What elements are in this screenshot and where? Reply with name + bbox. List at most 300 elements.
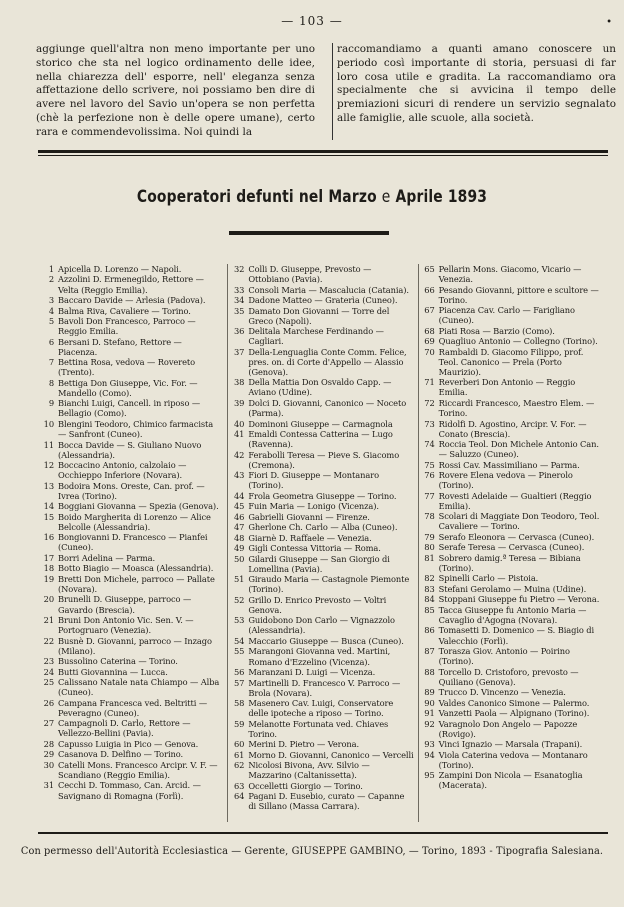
obituary-entry — [230, 450, 413, 470]
entry-text: Azzolini D. Ermenegildo, Rettore — Velta (Reggio Emilia). — [58, 274, 204, 295]
entry-text: Campagnoli D. Carlo, Rettore — Vellezzo-Bellini (Pavia). — [58, 718, 191, 739]
footer-divider — [38, 832, 608, 834]
entry-number: 5 — [48, 316, 54, 327]
entry-number: 71 — [424, 377, 435, 388]
obituary-entry — [230, 533, 413, 543]
obituary-entry — [40, 574, 223, 594]
entry-number: 63 — [233, 780, 245, 791]
entry-number: 67 — [424, 305, 435, 316]
obituary-entry — [421, 398, 604, 418]
obituary-entry — [421, 573, 604, 583]
obituary-entry — [40, 306, 223, 316]
entry-number: 44 — [233, 490, 245, 501]
entry-number: 74 — [424, 439, 435, 450]
obituary-entry — [40, 718, 223, 738]
obituary-entry — [230, 574, 413, 594]
obituary-entry — [230, 347, 413, 377]
entry-text: Tacca Giuseppe fu Antonio Maria — Cavaglio d'Agogna (Novara). — [438, 604, 587, 625]
obituary-entry — [230, 522, 413, 532]
entry-text: Busnè D. Giovanni, parroco — Inzago (Milano). — [58, 635, 212, 656]
obituary-entry — [40, 656, 223, 666]
entry-number: 49 — [233, 543, 245, 554]
entry-text: Guidobono Don Carlo — Vignazzolo (Alessandria). — [248, 615, 395, 636]
entry-number: 72 — [424, 397, 435, 408]
entry-text: Occelletti Giorgio — Torino. — [248, 780, 363, 791]
entry-text: Merini D. Pietro — Verona. — [248, 739, 360, 750]
entry-number: 81 — [424, 552, 435, 563]
entry-number: 16 — [43, 532, 54, 543]
entry-number: 61 — [233, 749, 245, 760]
entry-text: Emaldi Contessa Catterina — Lugo (Ravenna). — [248, 429, 393, 450]
obituary-entry — [230, 698, 413, 718]
obituary-entry — [40, 419, 223, 439]
title-main: Cooperatori defunti nel Marzo — [136, 187, 377, 206]
entry-text: Grillo D. Enrico Prevosto — Voltri Genova. — [248, 594, 387, 615]
entry-number: 12 — [43, 460, 54, 471]
obituary-entry — [421, 667, 604, 687]
entry-text: Calissano Natale nata Chiampo — Alba (Cuneo). — [58, 677, 220, 698]
entry-number: 62 — [233, 760, 245, 771]
obituary-entry — [40, 295, 223, 305]
obituary-entry — [40, 264, 223, 274]
entry-text: Della Mattia Don Osvaldo Capp. — Aviano (Udine). — [248, 377, 392, 398]
entry-number: 48 — [233, 532, 245, 543]
obituary-column-2 — [227, 264, 417, 822]
obituary-entry — [421, 491, 604, 511]
entry-text: Boccacino Antonio, calzolaio — Occhieppo Inferiore (Novara). — [58, 460, 187, 481]
entry-number: 93 — [424, 739, 435, 750]
entry-number: 25 — [43, 677, 54, 688]
entry-number: 54 — [233, 635, 245, 646]
entry-number: 45 — [233, 501, 245, 512]
obituary-entry — [421, 336, 604, 346]
entry-number: 58 — [233, 698, 245, 709]
entry-text: Giarnè D. Raffaele — Venezia. — [248, 532, 372, 543]
imprint-footer: Con permesso dell'Autorità Ecclesiastica — Gerente, GIUSEPPE GAMBINO, — Torino, 1893 - Tipografia Salesiana. — [20, 846, 604, 857]
entry-text: Gabrielli Giovanni — Firenze. — [248, 511, 370, 522]
entry-number: 78 — [424, 511, 435, 522]
entry-number: 84 — [424, 594, 435, 605]
entry-number: 83 — [424, 583, 435, 594]
obituary-entry — [230, 739, 413, 749]
entry-text: Bersani D. Stefano, Rettore — Piacenza. — [58, 336, 182, 357]
obituary-entry — [421, 605, 604, 625]
entry-text: Bruni Don Antonio Vic. Sen. V. — Portogruaro (Venezia). — [58, 615, 194, 636]
obituary-entry — [230, 398, 413, 418]
entry-text: Ferabolli Teresa — Pieve S. Giacomo (Cremona). — [248, 449, 400, 470]
section-divider — [38, 150, 608, 156]
entry-text: Rovesti Adelaide — Gualtieri (Reggio Emilia). — [438, 490, 592, 511]
obituary-entry — [230, 512, 413, 522]
entry-text: Dadone Matteo — Graterìa (Cuneo). — [248, 295, 398, 306]
entry-text: Rovere Elena vedova — Pinerolo (Torino). — [438, 470, 573, 491]
obituary-entry — [421, 326, 604, 336]
obituary-entry — [421, 511, 604, 531]
entry-text: Spinelli Carlo — Pistoia. — [438, 573, 539, 584]
obituary-entry — [40, 398, 223, 418]
entry-text: Capusso Luigia in Pico — Genova. — [58, 738, 199, 749]
obituary-entry — [230, 615, 413, 635]
entry-text: Pesando Giovanni, pittore e scultore — Torino. — [438, 284, 599, 305]
obituary-entry — [40, 532, 223, 552]
entry-text: Fuin Maria — Lonigo (Vicenza). — [248, 501, 379, 512]
obituary-entry — [230, 470, 413, 490]
entry-number: 70 — [424, 346, 435, 357]
entry-number: 56 — [233, 667, 245, 678]
entry-number: 20 — [43, 594, 54, 605]
obituary-entry — [230, 791, 413, 811]
obituary-column-3 — [418, 264, 608, 822]
obituary-entry — [421, 470, 604, 490]
obituary-entry — [421, 687, 604, 697]
entry-number: 47 — [233, 522, 245, 533]
obituary-entry — [40, 594, 223, 614]
entry-number: 92 — [424, 718, 435, 729]
obituary-entry — [40, 780, 223, 800]
entry-number: 79 — [424, 531, 435, 542]
entry-number: 41 — [233, 429, 245, 440]
entry-number: 21 — [43, 615, 54, 625]
obituary-entry — [421, 532, 604, 542]
entry-text: Gherlone Ch. Carlo — Alba (Cuneo). — [248, 522, 398, 533]
entry-number: 38 — [233, 377, 245, 388]
entry-number: 34 — [233, 295, 245, 306]
entry-text: Boido Margherita di Lorenzo — Alice Belcolle (Alessandria). — [58, 511, 211, 532]
obituary-entry — [40, 337, 223, 357]
entry-text: Gigli Contessa Vittoria — Roma. — [248, 543, 381, 554]
entry-number: 88 — [424, 666, 435, 677]
entry-number: 19 — [43, 573, 54, 584]
entry-number: 40 — [233, 418, 245, 429]
entry-text: Catelli Mons. Francesco Arcipr. V. F. — Scandiano (Reggio Emilia). — [58, 759, 218, 780]
entry-number: 95 — [424, 770, 435, 781]
entry-number: 60 — [233, 739, 245, 750]
obituary-entry — [421, 285, 604, 305]
obituary-entry — [40, 501, 223, 511]
obituary-entry — [40, 378, 223, 398]
entry-number: 24 — [43, 666, 54, 677]
entry-text: Pagani D. Eusebio, curato — Capanne di Sillano (Massa Carrara). — [248, 791, 405, 812]
entry-number: 3 — [48, 295, 54, 306]
obituary-entry — [40, 357, 223, 377]
entry-number: 75 — [424, 459, 435, 470]
entry-number: 43 — [233, 470, 245, 481]
entry-text: Nicolosi Bivona, Avv. Silvio — Mazzarino (Caltanissetta). — [248, 760, 370, 781]
obituary-entry — [421, 594, 604, 604]
title-tail: Aprile 1893 — [395, 187, 488, 206]
entry-number: 11 — [43, 439, 54, 450]
entry-number: 87 — [424, 646, 435, 657]
entry-text: Torasza Giov. Antonio — Poirino (Torino). — [438, 646, 570, 667]
entry-text: Viola Caterina vedova — Montanaro (Torino). — [438, 749, 588, 770]
entry-number: 90 — [424, 697, 435, 708]
entry-number: 69 — [424, 336, 435, 347]
entry-text: Blengini Teodoro, Chimico farmacista — Sanfront (Cuneo). — [58, 418, 214, 440]
entry-number: 7 — [48, 357, 54, 368]
entry-text: Tomasetti D. Domenico — S. Biagio di Valecchio (Forlì). — [438, 625, 595, 646]
entry-number: 31 — [43, 780, 54, 791]
entry-text: Colli D. Giuseppe, Prevosto — Ottobiano (Pavia). — [248, 264, 372, 285]
obituary-entry — [40, 274, 223, 294]
obituary-entry — [40, 460, 223, 480]
obituary-entry — [40, 667, 223, 677]
intro-left-column: aggiunge quell'altra non meno importante per uno storico che sta nel logico ordinamento delle idee, nella chiarezza dell' esporre, nell' eleganza senza affettazione dello scrivere, noi possiamo ben dire di avere nel lavoro del Savio un'opera se non perfetta (chè la perfezione non è delle opere umane), certo rara e commendevolissima. Noi quindi la — [36, 43, 315, 138]
obituary-entry — [40, 749, 223, 759]
entry-number: 52 — [233, 594, 245, 605]
obituary-entry — [421, 305, 604, 325]
entry-text: Serafe Teresa — Cervasca (Cuneo). — [438, 542, 585, 553]
entry-text: Giraudo Maria — Castagnole Piemonte (Torino). — [248, 574, 410, 595]
entry-number: 86 — [424, 625, 435, 636]
obituary-entry — [421, 347, 604, 377]
entry-number: 29 — [43, 749, 54, 760]
entry-text: Vinci Ignazio — Marsala (Trapani). — [438, 739, 583, 750]
entry-text: Bianchi Luigi, Cancell. in riposo — Bellagio (Como). — [58, 398, 201, 419]
entry-text: Bettiga Don Giuseppe, Vic. For. — Mandello (Como). — [58, 377, 198, 398]
obituary-entry — [40, 512, 223, 532]
entry-number: 82 — [424, 573, 435, 584]
intro-right-column: raccomandiamo a quanti amano conoscere un periodo così importante di storia, persuasi di far loro cosa utile e gradita. La raccomandiamo ora specialmente che si avvicina il tempo delle premiazioni sicuri di rendere un servizio segnalato alle famiglie, alle scuole, alla società. — [332, 43, 616, 140]
entry-text: Fiori D. Giuseppe — Montanaro (Torino). — [248, 470, 379, 491]
entry-text: Maranzani D. Luigi — Vicenza. — [248, 667, 376, 678]
entry-number: 57 — [233, 677, 245, 688]
entry-number: 32 — [233, 264, 245, 274]
entry-text: Bettina Rosa, vedova — Rovereto (Trento). — [58, 357, 196, 378]
entry-number: 53 — [233, 615, 245, 626]
entry-text: Riccardi Francesco, Maestro Elem. — Torino. — [438, 397, 595, 419]
entry-text: Ridolfi D. Agostino, Arcipr. V. For. — Conato (Brescia). — [438, 418, 587, 439]
obituary-entry — [230, 646, 413, 666]
entry-text: Bongiovanni D. Francesco — Pianfei (Cuneo). — [58, 532, 208, 553]
entry-text: Cecchi D. Tommaso, Can. Arcid. — Savignano di Romagna (Forlì). — [58, 780, 201, 801]
obituary-entry — [421, 698, 604, 708]
entry-text: Botto Biagio — Moasca (Alessandria). — [58, 563, 214, 574]
obituary-entry — [40, 563, 223, 573]
entry-text: Rambaldi D. Giacomo Filippo, prof. Teol. Canonico — Prela (Porto Maurizio). — [438, 346, 584, 377]
obituary-entry — [230, 554, 413, 574]
entry-number: 77 — [424, 490, 435, 501]
entry-number: 76 — [424, 470, 435, 481]
obituary-entry — [421, 553, 604, 573]
obituary-entry — [421, 646, 604, 666]
obituary-entry — [421, 542, 604, 552]
entry-text: Dominoni Giuseppe — Carmagnola — [248, 418, 393, 429]
obituary-entry — [230, 719, 413, 739]
entry-number: 28 — [43, 738, 54, 749]
entry-number: 66 — [424, 284, 435, 295]
entry-number: 91 — [424, 708, 435, 719]
entry-text: Rossi Cav. Massimiliano — Parma. — [438, 459, 580, 470]
obituary-entry — [421, 719, 604, 739]
obituary-entry — [421, 419, 604, 439]
entry-number: 27 — [43, 718, 54, 729]
entry-text: Bavoli Don Francesco, Parroco — Reggio Emilia. — [58, 316, 196, 337]
entry-text: Bussolino Caterina — Torino. — [58, 656, 178, 667]
entry-text: Pellarin Mons. Giacomo, Vicario — Venezia. — [438, 264, 582, 285]
entry-number: 30 — [43, 759, 54, 770]
entry-number: 2 — [48, 274, 54, 285]
obituary-entry — [230, 491, 413, 501]
entry-text: Valdes Canonico Simone — Palermo. — [438, 697, 590, 708]
entry-text: Stefani Gerolamo — Muina (Udine). — [438, 583, 587, 594]
entry-text: Masenero Cav. Luigi, Conservatore delle ipoteche a riposo — Torino. — [248, 698, 394, 719]
obituary-columns — [38, 264, 608, 822]
entry-text: Varagnolo Don Angelo — Papozze (Rovigo). — [438, 718, 578, 739]
entry-text: Campana Francesca ved. Beltritti — Peveragno (Cuneo). — [58, 697, 208, 718]
entry-text: Casanova D. Delfino — Torino. — [58, 749, 184, 760]
entry-number: 37 — [233, 346, 245, 357]
entry-text: Melanotte Fortunata ved. Chiaves Torino. — [248, 718, 389, 739]
entry-text: Della-Lenguaglia Conte Comm. Felice, pres. on. di Corte d'Appello — Alassio (Genova). — [248, 346, 407, 377]
corner-mark: • — [606, 17, 612, 28]
obituary-entry — [421, 750, 604, 770]
obituary-column-1 — [38, 264, 227, 822]
obituary-entry — [230, 760, 413, 780]
obituary-entry — [421, 770, 604, 790]
obituary-entry — [40, 636, 223, 656]
entry-text: Damato Don Giovanni — Torre del Greco (Napoli). — [248, 305, 390, 326]
entry-number: 42 — [233, 449, 245, 460]
obituary-entry — [40, 553, 223, 563]
obituary-entry — [40, 440, 223, 460]
entry-text: Dolci D. Giovanni, Canonico — Noceto (Parma). — [248, 397, 407, 419]
obituary-entry — [230, 543, 413, 553]
entry-text: Bodoira Mons. Oreste, Can. prof. — Ivrea (Torino). — [58, 480, 205, 501]
obituary-entry — [421, 439, 604, 459]
page-title — [50, 187, 574, 206]
entry-number: 22 — [43, 635, 54, 646]
entry-number: 14 — [43, 501, 54, 512]
entry-text: Frola Geometra Giuseppe — Torino. — [248, 490, 397, 501]
entry-text: Boggiani Giovanna — Spezia (Genova). — [58, 501, 219, 512]
obituary-entry — [230, 667, 413, 677]
obituary-entry — [40, 739, 223, 749]
entry-text: Scolari di Maggiate Don Teodoro, Teol. Cavaliere — Torino. — [438, 511, 600, 532]
obituary-entry — [421, 264, 604, 284]
obituary-entry — [40, 615, 223, 635]
obituary-entry — [40, 316, 223, 336]
entry-number: 51 — [233, 574, 245, 585]
entry-number: 8 — [48, 377, 54, 388]
obituary-entry — [230, 781, 413, 791]
entry-text: Borri Adelina — Parma. — [58, 552, 156, 563]
obituary-entry — [40, 677, 223, 697]
entry-text: Torcello D. Cristoforo, prevosto — Quiliano (Genova). — [438, 666, 579, 687]
obituary-entry — [421, 460, 604, 470]
entry-text: Reverberi Don Antonio — Reggio Emilia. — [438, 377, 576, 398]
obituary-entry — [421, 739, 604, 749]
entry-text: Bretti Don Michele, parroco — Pallate (Novara). — [58, 573, 215, 594]
obituary-entry — [230, 264, 413, 284]
obituary-entry — [40, 481, 223, 501]
obituary-entry — [230, 295, 413, 305]
entry-text: Maccario Giuseppe — Busca (Cuneo). — [248, 635, 404, 646]
entry-text: Butti Giovannina — Lucca. — [58, 666, 168, 677]
obituary-entry — [230, 501, 413, 511]
entry-number: 36 — [233, 326, 245, 337]
entry-number: 59 — [233, 718, 245, 729]
entry-text: Vanzetti Paola — Alpignano (Torino). — [438, 708, 590, 719]
entry-number: 9 — [48, 398, 54, 409]
entry-text: Marangoni Giovanna ved. Martini, Romano d'Ezzelino (Vicenza). — [248, 646, 391, 667]
entry-text: Quagliuo Antonio — Collegno (Torino). — [438, 336, 598, 347]
entry-number: 1 — [48, 264, 54, 274]
entry-text: Baccaro Davide — Arlesia (Padova). — [58, 295, 206, 306]
entry-text: Balma Riva, Cavaliere — Torino. — [58, 305, 191, 316]
entry-number: 33 — [233, 284, 245, 295]
entry-number: 50 — [233, 553, 245, 564]
entry-text: Delitala Marchese Ferdinando — Cagliari. — [248, 326, 384, 347]
obituary-entry — [230, 306, 413, 326]
entry-number: 64 — [233, 791, 245, 802]
entry-number: 46 — [233, 511, 245, 522]
entry-number: 6 — [48, 336, 54, 347]
entry-number: 89 — [424, 687, 435, 698]
entry-number: 35 — [233, 305, 245, 316]
entry-text: Zampini Don Nicola — Esanatoglia (Macerata). — [438, 770, 583, 791]
obituary-entry — [40, 760, 223, 780]
entry-number: 68 — [424, 325, 435, 336]
title-underline — [229, 231, 389, 235]
obituary-entry — [230, 377, 413, 397]
entry-text: Apicella D. Lorenzo — Napoli. — [58, 264, 182, 274]
entry-text: Roccia Teol. Don Michele Antonio Can. — Saluzzo (Cuneo). — [438, 439, 599, 460]
entry-text: Consoli Maria — Mascalucia (Catania). — [248, 284, 409, 295]
entry-text: Brunelli D. Giuseppe, parroco — Gavardo (Brescia). — [58, 594, 192, 615]
obituary-entry — [40, 698, 223, 718]
entry-number: 23 — [43, 656, 54, 667]
entry-number: 17 — [43, 552, 54, 563]
entry-text: Piati Rosa — Barzio (Como). — [438, 325, 555, 336]
entry-number: 15 — [43, 511, 54, 522]
entry-number: 10 — [43, 418, 54, 429]
entry-text: Sobrero damig.ª Teresa — Bibiana (Torino). — [438, 552, 581, 573]
entry-text: Trucco D. Vincenzo — Venezia. — [438, 687, 566, 698]
entry-number: 80 — [424, 542, 435, 553]
entry-text: Gilardi Giuseppe — San Giorgio di Lomellina (Pavia). — [248, 553, 390, 574]
entry-text: Piacenza Cav. Carlo — Farigliano (Cuneo). — [438, 305, 575, 326]
obituary-entry — [421, 708, 604, 718]
entry-number: 39 — [233, 397, 245, 408]
entry-number: 85 — [424, 604, 435, 615]
entry-number: 18 — [43, 563, 54, 574]
entry-text: Bocca Davide — S. Giuliano Nuovo (Alessandria). — [58, 439, 202, 460]
obituary-entry — [421, 584, 604, 594]
obituary-entry — [230, 419, 413, 429]
title-conjunction: e — [381, 187, 391, 206]
obituary-entry — [230, 678, 413, 698]
obituary-entry — [230, 285, 413, 295]
obituary-entry — [230, 429, 413, 449]
entry-text: Martinelli D. Francesco V. Parroco — Brola (Novara). — [248, 677, 401, 698]
obituary-entry — [230, 750, 413, 760]
obituary-entry — [230, 326, 413, 346]
page-number: — 103 — — [281, 14, 343, 28]
obituary-entry — [421, 377, 604, 397]
entry-number: 73 — [424, 418, 435, 429]
obituary-entry — [230, 636, 413, 646]
entry-number: 65 — [424, 264, 435, 274]
entry-number: 94 — [424, 749, 435, 760]
intro-text — [36, 43, 616, 140]
entry-number: 4 — [48, 305, 54, 316]
entry-number: 55 — [233, 646, 245, 657]
entry-text: Stoppani Giuseppe fu Pietro — Verona. — [438, 594, 600, 605]
obituary-entry — [230, 595, 413, 615]
entry-text: Morno D. Giovanni, Canonico — Vercelli — [248, 749, 414, 760]
entry-text: Serafo Eleonora — Cervasca (Cuneo). — [438, 531, 595, 542]
obituary-entry — [421, 625, 604, 645]
